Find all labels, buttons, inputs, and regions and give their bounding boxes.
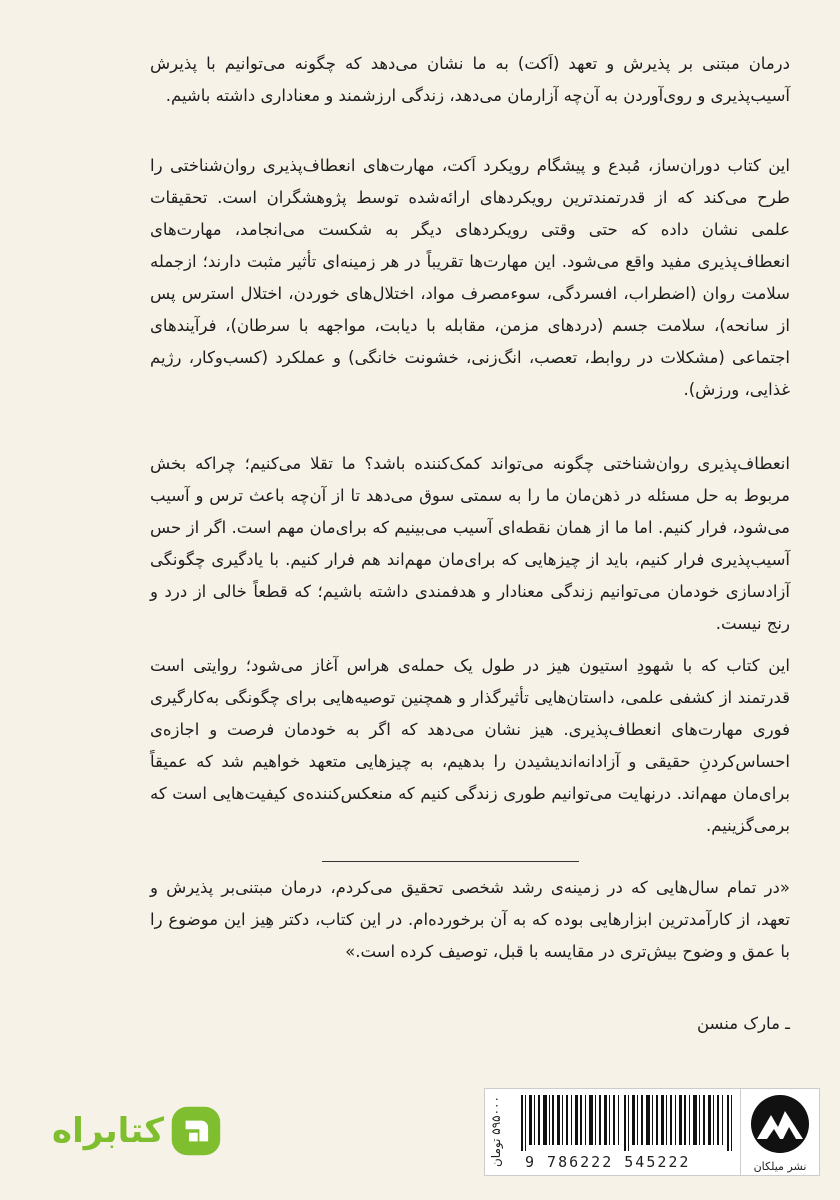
price-label: ۵۹۵۰۰۰ تومان — [489, 1096, 503, 1168]
isbn-barcode — [484, 1088, 742, 1176]
barcode-bars — [521, 1095, 735, 1151]
description-paragraph-1: درمان مبتنی بر پذیرش و تعهد (اَکت) به ما نشان می‌دهد که چگونه می‌توانیم با پذیرش آسیب‌پذیری و روی‌آوردن به آن‌چه آزارمان می‌دهد، زندگی ارزشمند و معناداری داشته باشیم. — [150, 54, 790, 105]
ketabrah-logo — [52, 1100, 222, 1162]
mountain-icon — [747, 1093, 813, 1155]
logo-text: کتابراه — [52, 1111, 165, 1151]
ketabrah-logo-icon — [170, 1101, 222, 1161]
description-paragraph-2: این کتاب دوران‌ساز، مُبدع و پیشگام رویکرد اَکت، مهارت‌های انعطاف‌پذیری روان‌شناختی را طرح می‌کند که از قدرتمندترین رویکردهای ارائه‌شده توسط پژوهشگران است. تحقیقات علمی نشان داده که حتی وقتی رویکردهای دیگر به شکست می‌انجامد، مهارت‌های انعطاف‌پذیری مفید واقع می‌شود. این مهارت‌ها تقریباً در هر زمینه‌ای تأثیر مثبت دارند؛ ازجمله سلامت روان (اضطراب، افسردگی، سوءمصرف مواد، اختلال‌های خوردن، اختلال استرس پس از سانحه)، سلامت جسم (دردهای مزمن، مقابله با دیابت، مواجهه با سرطان)، فرآیندهای اجتماعی (مشکلات در روابط، تعصب، انگ‌زنی، خشونت خانگی) و عملکرد (کسب‌وکار، رژیم غذایی، ورزش). — [150, 156, 790, 399]
quote-author: ـ مارک منسن — [696, 1014, 790, 1033]
barcode-number: 9 786222 545222 — [525, 1153, 691, 1171]
endorsement-quote: «در تمام سال‌هایی که در زمینه‌ی رشد شخصی تحقیق می‌کردم، درمان مبتنی‌بر پذیرش و تعهد، از کارآمدترین ابزارهایی بوده که به آن برخورده‌ام. در این کتاب، دکتر هِیز این موضوع را با عمق و وضوح بیش‌تری در مقایسه با قبل، توصیف کرده است.» — [150, 878, 790, 961]
publisher-logo — [740, 1088, 820, 1176]
section-divider — [322, 861, 579, 862]
description-paragraph-4: این کتاب که با شهودِ استیون هیز در طول یک حمله‌ی هراس آغاز می‌شود؛ روایتی است قدرتمند از کشفی علمی، داستان‌هایی تأثیرگذار و همچنین توصیه‌هایی برای چگونگی به‌کارگیری فوری مهارت‌های انعطاف‌پذیری. هیز نشان می‌دهد که اگر به خودمان فرصت و اجازه‌ی احساس‌کردنِ حقیقی و آزادانه‌اندیشیدن را بدهیم، به چیزهایی متعهد خواهیم شد که عمیقاً برای‌مان مهم‌اند. درنهایت می‌توانیم طوری زندگی کنیم که منعکس‌کننده‌ی کیفیت‌هایی است که برمی‌گزینیم. — [150, 656, 790, 835]
description-paragraph-3: انعطاف‌پذیری روان‌شناختی چگونه می‌تواند کمک‌کننده باشد؟ ما تقلا می‌کنیم؛ چراکه بخش مربوط به حل مسئله در ذهن‌مان ما را به سمتی سوق می‌دهد تا از آن‌چه باعث ترس و آسیب می‌شود، فرار کنیم. اما ما از همان نقطه‌ای آسیب می‌بینیم که برای‌مان مهم است. اگر از حس آسیب‌پذیری فرار کنیم، باید از چیزهایی که برای‌مان مهم‌اند هم فرار کنیم. با یادگیری چگونگی آزادسازی خودمان می‌توانیم زندگی معنادار و هدفمندی داشته باشیم؛ که قطعاً خالی از درد و رنج نیست. — [150, 454, 790, 633]
publisher-name: نشر میلکان — [753, 1160, 807, 1173]
